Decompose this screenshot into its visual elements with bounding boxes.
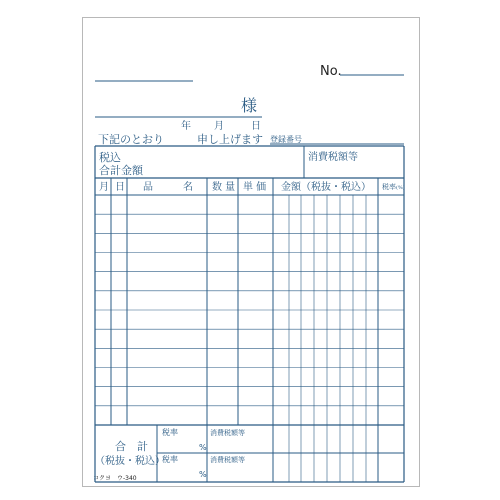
- column-tax-rate-text: 税率: [382, 183, 396, 191]
- request-text: 申し上げます: [197, 133, 263, 146]
- intro-text: 下記のとおり: [98, 133, 164, 146]
- year-label: 年: [181, 121, 191, 132]
- product-code: コクヨ ウ-340: [93, 475, 137, 482]
- total-amount-label: 合計金額: [99, 164, 143, 177]
- honorific-label: 様: [241, 96, 258, 115]
- column-amount: 金額（税抜・税込）: [281, 182, 371, 193]
- column-day: 日: [115, 182, 125, 193]
- footer-percent-2: %: [199, 470, 207, 479]
- footer-consumption-tax-label-1: 消費税額等: [210, 429, 245, 437]
- footer-percent-1: %: [199, 443, 207, 452]
- column-quantity: 数 量: [212, 182, 236, 193]
- footer-total-sub-label: （税抜・税込）: [95, 456, 165, 467]
- footer-consumption-tax-label-2: 消費税額等: [210, 456, 245, 464]
- column-item-name: 品 名: [143, 182, 193, 193]
- number-label: No.: [320, 64, 342, 79]
- footer-tax-rate-label-2: 税率: [162, 455, 178, 464]
- footer-total-label: 合 計: [115, 440, 148, 453]
- footer-tax-rate-label-1: 税率: [162, 428, 178, 437]
- registration-number-label: 登録番号: [270, 135, 302, 144]
- column-unit-price: 単 価: [243, 182, 267, 193]
- month-label: 月: [214, 121, 224, 132]
- column-tax-rate-unit: (%): [396, 185, 405, 191]
- consumption-tax-label: 消費税額等: [308, 152, 358, 163]
- day-label: 日: [251, 121, 261, 132]
- column-month: 月: [99, 182, 109, 193]
- tax-included-label: 税込: [99, 151, 121, 164]
